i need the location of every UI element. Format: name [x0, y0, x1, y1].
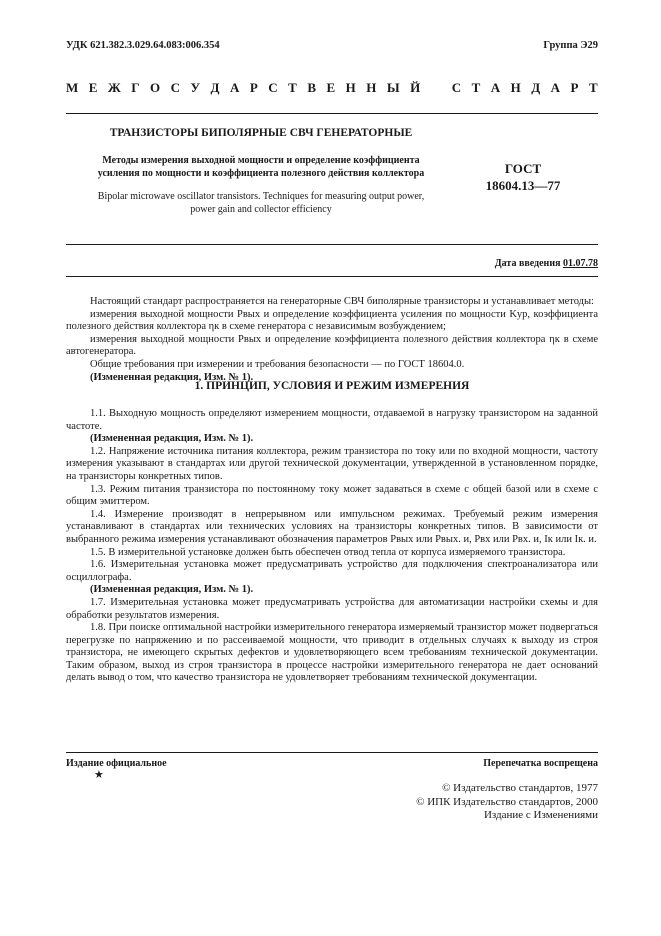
effective-date [495, 258, 598, 269]
star-icon: ★ [94, 769, 104, 781]
interstate-letter: С [451, 80, 462, 95]
interstate-letter: Т [471, 80, 481, 95]
clause-1-8: 1.8. При поиске оптимальной настройки измерительного генератора измеряемый транзистор может подвергаться перегрузке по напряжению и по рассеиваемой мощности, что приводит в отдельных случаях к выходу из строя транзистора, не имеющего скрытых дефектов и удовлетворяющего всем требованиям технической документации. Таким образом, выход из строя транзистора в процессе настройки измерительного генератора не дает оснований делать вывод о том, что качество транзистора не удовлетворяет требованиям технической документации. [66, 622, 598, 684]
section-1-title: 1. ПРИНЦИП, УСЛОВИЯ И РЕЖИМ ИЗМЕРЕНИЯ [194, 380, 470, 392]
effective-date-label: Дата введения [494, 258, 561, 269]
interstate-letter: Р [249, 80, 258, 95]
interstate-letter: Е [326, 80, 336, 95]
interstate-letter: В [307, 80, 316, 95]
interstate-letter: Р [570, 80, 579, 95]
gost-label: ГОСТ [504, 161, 542, 176]
amendment-note: (Измененная редакция, Изм. № 1). [90, 371, 254, 383]
interstate-letter: А [490, 80, 501, 95]
english-title-line-1: Bipolar microwave oscillator transistors. Techniques for measuring output power, [97, 191, 425, 202]
reprint-notice: Перепечатка воспрещена [483, 758, 598, 769]
document-title: ТРАНЗИСТОРЫ БИПОЛЯРНЫЕ СВЧ ГЕНЕРАТОРНЫЕ [109, 127, 413, 139]
amendment-note: (Измененная редакция, Изм. № 1). [90, 433, 254, 445]
copyright-block [416, 782, 598, 823]
interstate-letter: Д [531, 80, 541, 95]
clause-1-1: 1.1. Выходную мощность определяют измерением мощности, отдаваемой в нагрузку транзистором на заданной частоте. [66, 408, 598, 432]
top-rule [66, 113, 598, 114]
date-rule [66, 276, 598, 277]
interstate-letter: О [150, 80, 161, 95]
intro-paragraph: Настоящий стандарт распространяется на генераторные СВЧ биполярные транзисторы и устанавливает методы: [90, 296, 594, 307]
interstate-letter: Т [588, 80, 598, 95]
intro-paragraph: измерения выходной мощности Pвых и определение коэффициента усиления по мощности Kур, коэффициента полезного действия коллектора ηк в схеме генератора с независимым возбуждением; [66, 308, 598, 333]
intro-block [66, 296, 598, 384]
interstate-letter: Н [510, 80, 521, 95]
gost-code: 18604.13—77 [485, 178, 561, 193]
interstate-letter: Н [366, 80, 377, 95]
interstate-letter: С [268, 80, 278, 95]
interstate-letter: Т [288, 80, 297, 95]
amendment-note: (Измененная редакция, Изм. № 1). [90, 584, 254, 596]
intro-paragraph: Общие требования при измерении и требования безопасности — по ГОСТ 18604.0. [90, 358, 465, 370]
clause-1-3: 1.3. Режим питания транзистора по постоянному току может задаваться в схеме с общей базой или в схеме с общим эмиттером. [66, 483, 598, 508]
interstate-letter: М [66, 80, 79, 95]
edition-note: Издание с Изменениями [483, 809, 598, 821]
interstate-letter: Й [410, 80, 421, 95]
clause-1-7: 1.7. Измерительная установка может предусматривать устройства для автоматизации настройки схемы и для обработки результатов измерения. [66, 596, 598, 621]
interstate-letter: С [170, 80, 181, 95]
subtitle-line-2: усиления по мощности и коэффициента полезного действия коллектора [97, 168, 425, 179]
effective-date-value: 01.07.78 [563, 258, 598, 269]
title-rule [66, 244, 598, 245]
udk-code: УДК 621.382.3.029.64.083:006.354 [66, 40, 220, 51]
interstate-letter: Н [345, 80, 356, 95]
copyright-1977: © Издательство стандартов, 1977 [442, 782, 598, 794]
clause-1-6: 1.6. Измерительная установка может предусматривать устройство для подключения спектроанализатора или осциллографа. [66, 559, 598, 583]
official-edition: Издание официальное [66, 758, 167, 769]
interstate-letter: Ы [386, 80, 400, 95]
interstate-letter: Д [210, 80, 220, 95]
interstate-letter: Ж [107, 80, 121, 95]
document-subtitle [66, 154, 456, 180]
clause-1-5: 1.5. В измерительной установке должен быть обеспечен отвод тепла от корпуса измеряемого транзистора. [90, 546, 566, 558]
section-1-body [66, 408, 598, 685]
subtitle-line-1: Методы измерения выходной мощности и определение коэффициента [102, 155, 420, 166]
english-title [66, 190, 456, 216]
interstate-letter: У [190, 80, 201, 95]
english-title-line-2: power gain and collector efficiency [190, 204, 332, 215]
interstate-letter: Е [88, 80, 98, 95]
interstate-letter: А [550, 80, 561, 95]
interstate-standard-heading [66, 80, 598, 96]
intro-paragraph: измерения выходной мощности Pвых и определение коэффициента полезного действия коллектора ηк в схеме автогенератора. [66, 333, 598, 358]
clause-1-4: 1.4. Измерение производят в непрерывном или импульсном режимах. Требуемый режим измерения устанавливают в стандартах или технических условиях на транзисторы конкретных типов. В зависимости от выбранного режима измерения устанавливают обозначения параметров Pвых или Pвых. и, Pвх или Pвх. и, Iк или Iк. и. [66, 508, 598, 545]
group-code: Группа Э29 [543, 40, 598, 51]
clause-1-2: 1.2. Напряжение источника питания коллектора, режим транзистора по току или по входной мощности, частоту измерения указывают в стандартах или другой технической документации, утвержденной в установленном порядке, на транзисторы конкретных типов. [66, 445, 598, 482]
footer-rule [66, 752, 598, 753]
interstate-letter: Г [131, 80, 140, 95]
gost-number [468, 160, 578, 194]
copyright-2000: © ИПК Издательство стандартов, 2000 [416, 795, 598, 808]
interstate-letter: А [229, 80, 240, 95]
